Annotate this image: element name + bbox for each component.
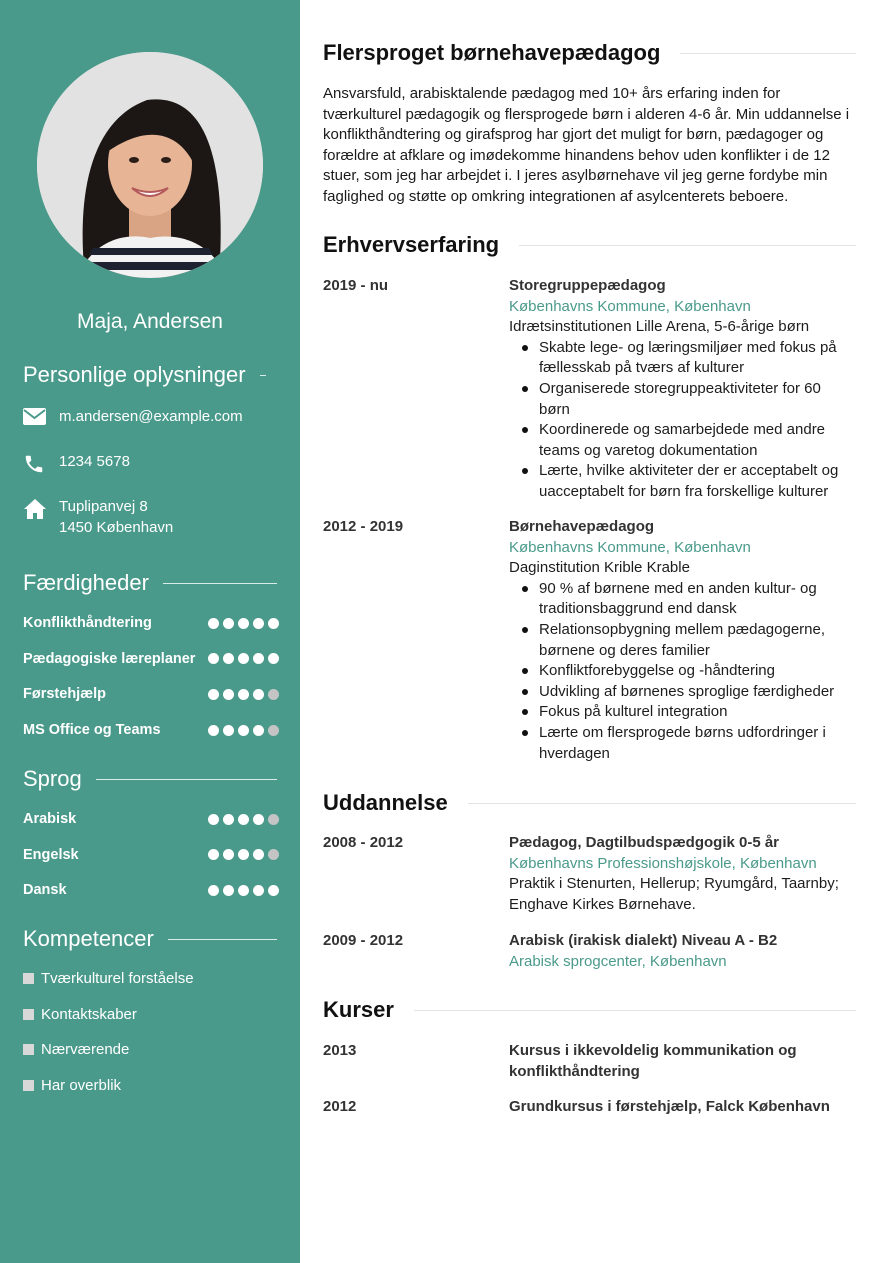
courses-heading-text: Kurser xyxy=(323,997,394,1022)
courses-heading xyxy=(323,997,856,1023)
heading-divider xyxy=(414,1010,856,1011)
list-item: Konfliktforebyggelse og -håndtering xyxy=(509,661,849,682)
entry-body xyxy=(509,517,849,764)
square-bullet-icon xyxy=(23,1044,34,1055)
experience-heading-text: Erhvervserfaring xyxy=(323,232,500,257)
entry-role: Arabisk (irakisk dialekt) Niveau A - B2 xyxy=(509,932,778,949)
address-text xyxy=(59,496,173,538)
language-row xyxy=(23,811,279,827)
heading-divider xyxy=(260,375,266,376)
rating-dot xyxy=(223,653,234,664)
experience-heading xyxy=(323,232,856,258)
rating-dot xyxy=(268,885,279,896)
list-item: 90 % af børnene med en anden kultur- og traditionsbaggrund end dansk xyxy=(509,579,849,620)
entry-date: 2009 - 2012 xyxy=(323,932,404,949)
list-item: Organiserede storegruppeaktiviteter for 60 børn xyxy=(509,379,849,420)
rating-dots xyxy=(208,814,279,825)
entry-date: 2013 xyxy=(323,1042,357,1059)
summary-heading-text: Flersproget børnehavepædagog xyxy=(323,40,661,65)
phone-text: 1234 5678 xyxy=(59,453,130,470)
entry-bullets xyxy=(509,338,849,503)
phone-row xyxy=(23,451,283,481)
rating-dot xyxy=(268,849,279,860)
rating-dot xyxy=(238,653,249,664)
rating-dot xyxy=(253,618,264,629)
rating-dot xyxy=(238,885,249,896)
rating-dot xyxy=(268,689,279,700)
skills-heading xyxy=(23,570,277,596)
entry-bullets xyxy=(509,579,849,764)
list-item: Fokus på kulturel integration xyxy=(509,702,849,723)
heading-divider xyxy=(680,53,856,54)
personal-info-heading-text: Personlige oplysninger xyxy=(23,362,246,387)
skill-label: Konflikthåndtering xyxy=(23,615,152,631)
square-bullet-icon xyxy=(23,1009,34,1020)
entry-role: Grundkursus i førstehjælp, Falck København xyxy=(509,1098,830,1115)
entry-date: 2012 xyxy=(323,1098,357,1115)
rating-dots xyxy=(208,618,279,629)
list-item: Relationsopbygning mellem pædagogerne, børnene og deres familier xyxy=(509,620,849,661)
entry-organization: Arabisk sprogcenter, København xyxy=(509,952,727,970)
skills-heading-text: Færdigheder xyxy=(23,570,149,595)
rating-dots xyxy=(208,689,279,700)
rating-dot xyxy=(268,814,279,825)
rating-dot xyxy=(223,725,234,736)
entry-organization: Københavns Professionshøjskole, København xyxy=(509,854,817,872)
rating-dot xyxy=(253,849,264,860)
competency-label: Kontaktskaber xyxy=(41,1005,137,1023)
rating-dots xyxy=(208,885,279,896)
education-heading xyxy=(323,790,856,816)
entry-role: Børnehavepædagog xyxy=(509,518,655,535)
rating-dot xyxy=(223,814,234,825)
sidebar xyxy=(0,0,300,1263)
competency-item xyxy=(23,1006,137,1023)
rating-dot xyxy=(223,849,234,860)
skill-label: Førstehjælp xyxy=(23,686,106,703)
rating-dot xyxy=(208,814,219,825)
profile-photo xyxy=(37,52,263,278)
competency-item xyxy=(23,1077,121,1094)
entry-organization: Københavns Kommune, København xyxy=(509,297,751,315)
rating-dot xyxy=(223,618,234,629)
rating-dot xyxy=(238,618,249,629)
rating-dot xyxy=(208,849,219,860)
entry-body xyxy=(509,1097,849,1118)
summary-text: Ansvarsfuld, arabisktalende pædagog med 10+ års erfaring inden for tværkulturel pædagogik og flersprogede børn i alderen 4-6 år. Min uddannelse i konflikthåndtering og girafsprog har gjort det muligt for børn, pædagoger og forældre at afklare og imødekomme hinandens behov uden konflikter i de 12 stuer, som jeg har arbejdet i. I jeres asylbørnehave vil jeg gerne fordybe min faglighed og støtte op omkring integrationen af asylcenterets beboere. xyxy=(323,85,850,205)
envelope-icon xyxy=(23,406,59,431)
rating-dots xyxy=(208,849,279,860)
rating-dot xyxy=(238,725,249,736)
list-item: Lærte, hvilke aktiviteter der er acceptabelt og uacceptabelt for børn fra forskellige kulturer xyxy=(509,461,849,502)
heading-divider xyxy=(96,779,277,780)
email-text[interactable]: m.andersen@example.com xyxy=(59,408,243,425)
language-row xyxy=(23,882,279,898)
list-item: Skabte lege- og læringsmiljøer med fokus på fællesskab på tværs af kulturer xyxy=(509,338,849,379)
rating-dot xyxy=(238,814,249,825)
email-row xyxy=(23,406,283,431)
skill-row xyxy=(23,722,279,738)
competencies-heading xyxy=(23,926,277,952)
entry-body xyxy=(509,276,849,503)
square-bullet-icon xyxy=(23,973,34,984)
language-row xyxy=(23,847,279,863)
rating-dot xyxy=(253,689,264,700)
entry-date: 2012 - 2019 xyxy=(323,518,404,535)
list-item: Lærte om flersprogede børns udfordringer i hverdagen xyxy=(509,723,849,764)
language-label: Dansk xyxy=(23,882,67,899)
rating-dot xyxy=(268,725,279,736)
rating-dot xyxy=(268,618,279,629)
competency-item xyxy=(23,1041,129,1058)
rating-dot xyxy=(223,689,234,700)
skill-label: Pædagogiske læreplaner xyxy=(23,650,196,667)
skill-label: MS Office og Teams xyxy=(23,722,161,739)
languages-heading-text: Sprog xyxy=(23,766,82,791)
person-name: Maja, Andersen xyxy=(77,310,223,333)
education-heading-text: Uddannelse xyxy=(323,790,448,815)
skill-row xyxy=(23,615,279,631)
language-label: Engelsk xyxy=(23,846,79,863)
entry-body xyxy=(509,931,849,972)
rating-dot xyxy=(253,725,264,736)
entry-body xyxy=(509,1041,849,1082)
list-item: Udvikling af børnenes sproglige færdigheder xyxy=(509,682,849,703)
competency-label: Har overblik xyxy=(41,1076,122,1094)
entry-place: Daginstitution Krible Krable xyxy=(509,559,690,577)
rating-dot xyxy=(238,849,249,860)
rating-dot xyxy=(253,653,264,664)
home-icon xyxy=(23,496,59,538)
heading-divider xyxy=(468,803,856,804)
summary-heading xyxy=(323,40,856,66)
competency-label: Nærværende xyxy=(41,1041,130,1059)
skill-row xyxy=(23,686,279,702)
address-line-1: Tuplipanvej 8 xyxy=(59,498,148,515)
competency-item xyxy=(23,970,194,987)
entry-role: Kursus i ikkevoldelig kommunikation og konflikthåndtering xyxy=(509,1042,797,1080)
address-line-2: 1450 København xyxy=(59,519,174,536)
rating-dot xyxy=(268,653,279,664)
heading-divider xyxy=(163,583,277,584)
entry-place: Idrætsinstitutionen Lille Arena, 5-6-årige børn xyxy=(509,318,810,336)
entry-organization: Københavns Kommune, København xyxy=(509,538,751,556)
rating-dots xyxy=(208,653,279,664)
personal-info-heading xyxy=(23,362,277,388)
rating-dot xyxy=(208,618,219,629)
entry-date: 2008 - 2012 xyxy=(323,834,404,851)
address-row xyxy=(23,496,283,538)
rating-dot xyxy=(208,653,219,664)
rating-dot xyxy=(208,725,219,736)
entry-role: Pædagog, Dagtilbudspædgogik 0-5 år xyxy=(509,834,780,851)
competency-label: Tværkulturel forståelse xyxy=(41,970,194,987)
entry-role: Storegruppepædagog xyxy=(509,277,666,294)
list-item: Koordinerede og samarbejdede med andre teams og varetog dokumentation xyxy=(509,420,849,461)
heading-divider xyxy=(519,245,856,246)
square-bullet-icon xyxy=(23,1080,34,1091)
phone-icon xyxy=(23,451,59,481)
entry-date: 2019 - nu xyxy=(323,277,389,294)
rating-dot xyxy=(208,689,219,700)
heading-divider xyxy=(168,939,277,940)
rating-dot xyxy=(253,885,264,896)
skill-row xyxy=(23,651,279,667)
competencies-heading-text: Kompetencer xyxy=(23,926,154,951)
rating-dots xyxy=(208,725,279,736)
entry-place: Praktik i Stenurten, Hellerup; Ryumgård, Taarnby; Enghave Kirkes Børnehave. xyxy=(509,875,839,913)
rating-dot xyxy=(223,885,234,896)
rating-dot xyxy=(253,814,264,825)
languages-heading xyxy=(23,766,277,792)
entry-body xyxy=(509,833,849,915)
language-label: Arabisk xyxy=(23,811,77,827)
rating-dot xyxy=(208,885,219,896)
rating-dot xyxy=(238,689,249,700)
